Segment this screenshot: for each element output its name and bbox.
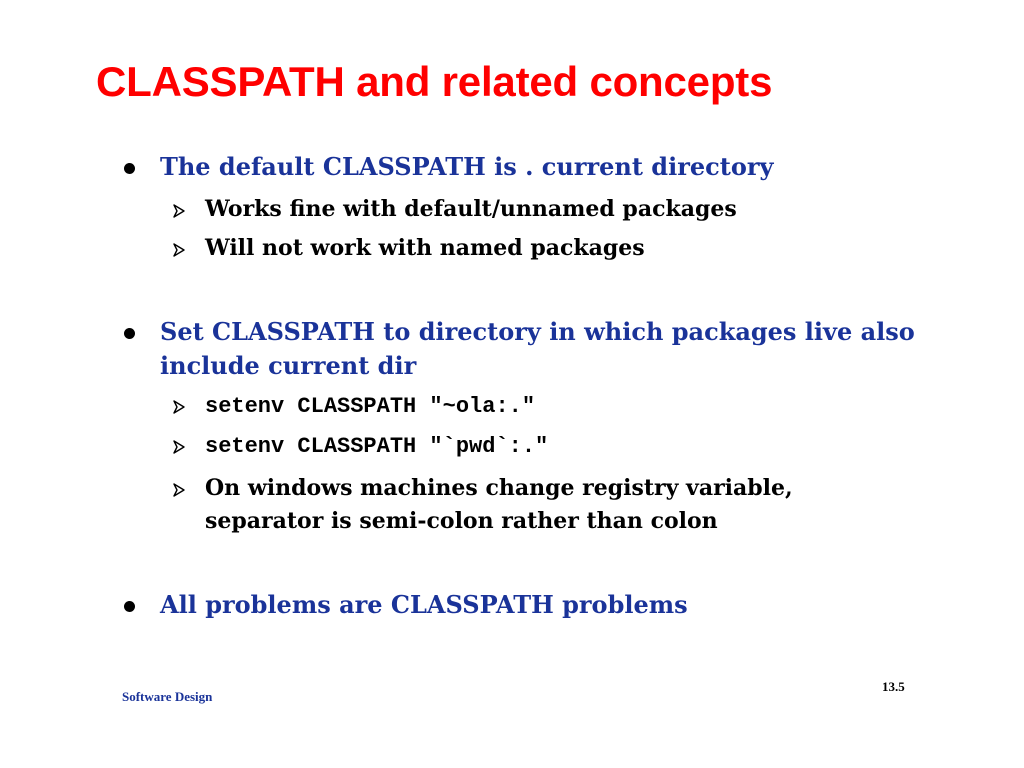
arrowhead-bullet-icon — [172, 483, 186, 497]
sub-bullet-item: setenv CLASSPATH "~ola:." — [205, 394, 536, 419]
footer-course-name: Software Design — [122, 689, 213, 704]
arrowhead-bullet-icon — [172, 440, 186, 454]
footer-page-number: 13.5 — [882, 679, 905, 694]
bullet-item: The default CLASSPATH is . current directory — [160, 152, 774, 181]
sub-bullet-item: Will not work with named packages — [205, 235, 645, 261]
slide-title: CLASSPATH and related concepts — [96, 58, 773, 105]
sub-bullet-item: Works fine with default/unnamed packages — [205, 196, 737, 222]
arrowhead-bullet-icon — [172, 400, 186, 414]
sub-bullet-item: setenv CLASSPATH "`pwd`:." — [205, 434, 549, 459]
bullet-dot-icon — [124, 601, 135, 612]
bullet-item: Set CLASSPATH to directory in which packages live also include current dir — [160, 317, 915, 380]
arrowhead-bullet-icon — [172, 243, 186, 257]
bullet-dot-icon — [124, 163, 135, 174]
sub-bullet-item: On windows machines change registry variable, separator is semi-colon rather than colon — [205, 475, 793, 534]
bullet-item: All problems are CLASSPATH problems — [160, 590, 688, 619]
arrowhead-bullet-icon — [172, 204, 186, 218]
bullet-dot-icon — [124, 328, 135, 339]
